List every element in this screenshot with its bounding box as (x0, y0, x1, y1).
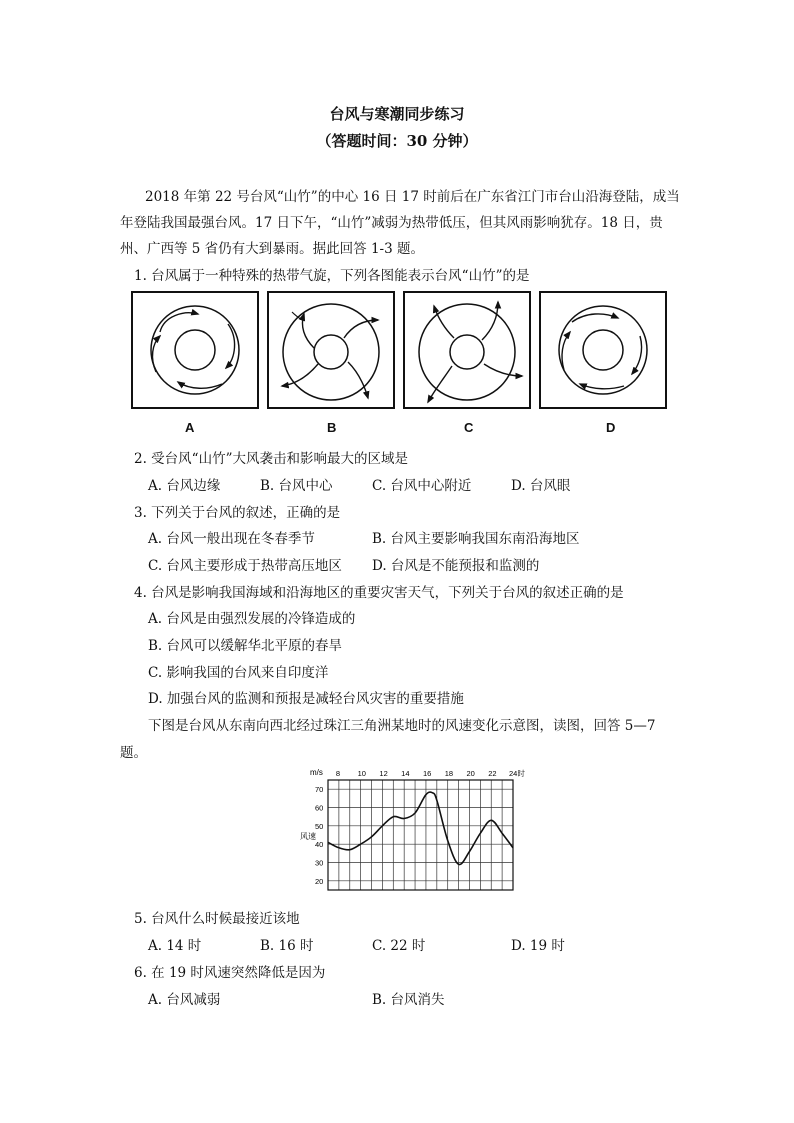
diagram-b (268, 292, 394, 408)
q2-option-a[interactable]: A. 台风边缘 (148, 478, 221, 494)
chart-frame (328, 780, 513, 890)
y-tick-label: 50 (315, 821, 324, 831)
x-tick-label: 12 (379, 769, 388, 778)
x-tick-label: 14 (401, 769, 410, 778)
q5-stem: 5. 台风什么时候最接近该地 (134, 911, 300, 927)
q4-option-d[interactable]: D. 加强台风的监测和预报是减轻台风灾害的重要措施 (148, 691, 464, 707)
diagram-c (404, 292, 530, 408)
diagram-d (540, 292, 666, 408)
q5-option-d[interactable]: D. 19 时 (511, 938, 565, 954)
y-tick-label: 30 (315, 858, 324, 868)
chart-grid (328, 780, 513, 890)
diagram-label-b: B (327, 420, 337, 435)
intro-line-2: 年登陆我国最强台风。17 日下午，“山竹”减弱为热带低压，但其风雨影响犹存。18 日，贵 (120, 215, 663, 231)
y-tick-label: 60 (315, 803, 324, 813)
chart-unit-label: m/s (310, 768, 323, 777)
q5-option-b[interactable]: B. 16 时 (260, 938, 314, 954)
q2-stem: 2. 受台风“山竹”大风袭击和影响最大的区域是 (134, 451, 408, 467)
q3-stem: 3. 下列关于台风的叙述，正确的是 (134, 505, 341, 521)
y-tick-label: 40 (315, 840, 324, 850)
page-subtitle: （答题时间：30 分钟） (316, 132, 478, 150)
q2-option-c[interactable]: C. 台风中心附近 (372, 478, 472, 494)
q6-stem: 6. 在 19 时风速突然降低是因为 (134, 965, 326, 981)
q4-option-c[interactable]: C. 影响我国的台风来自印度洋 (148, 665, 329, 681)
chart-y-axis-label: 风速 (300, 832, 316, 841)
q6-option-b[interactable]: B. 台风消失 (372, 992, 445, 1008)
x-tick-label: 16 (422, 769, 432, 778)
chart-series-line (328, 792, 513, 864)
diagram-a (132, 292, 258, 408)
page-title: 台风与寒潮同步练习 (329, 105, 465, 123)
x-tick-label: 8 (335, 769, 341, 778)
q6-option-a[interactable]: A. 台风减弱 (148, 992, 221, 1008)
q3-option-a[interactable]: A. 台风一般出现在冬春季节 (148, 531, 315, 547)
y-tick-label: 70 (315, 785, 324, 795)
q4-stem: 4. 台风是影响我国海域和沿海地区的重要灾害天气，下列关于台风的叙述正确的是 (134, 585, 624, 601)
diagram-label-c: C (464, 420, 474, 435)
q4-option-b[interactable]: B. 台风可以缓解华北平原的春旱 (148, 638, 343, 654)
q3-option-d[interactable]: D. 台风是不能预报和监测的 (372, 558, 540, 574)
q3-option-c[interactable]: C. 台风主要形成于热带高压地区 (148, 558, 342, 574)
q5-option-c[interactable]: C. 22 时 (372, 938, 426, 954)
x-tick-label: 20 (466, 769, 475, 778)
q4-option-a[interactable]: A. 台风是由强烈发展的冷锋造成的 (148, 611, 356, 627)
diagram-label-a: A (185, 420, 195, 435)
q2-option-b[interactable]: B. 台风中心 (260, 478, 333, 494)
intro-line-1: 2018 年第 22 号台风“山竹”的中心 16 日 17 时前后在广东省江门市台山沿海登陆，成当 (145, 189, 680, 205)
intro-line-3: 州、广西等 5 省仍有大到暴雨。据此回答 1-3 题。 (120, 241, 424, 257)
q1-stem: 1. 台风属于一种特殊的热带气旋，下列各图能表示台风“山竹”的是 (134, 268, 530, 284)
x-tick-label: 22 (488, 769, 497, 778)
passage2-line-1: 下图是台风从东南向西北经过珠江三角洲某地时的风速变化示意图，读图，回答 5—7 (148, 718, 656, 734)
typhoon-diagrams (126, 286, 674, 438)
q3-option-b[interactable]: B. 台风主要影响我国东南沿海地区 (372, 531, 580, 547)
x-tick-label: 10 (357, 769, 366, 778)
x-tick-label: 18 (444, 769, 454, 778)
wind-speed-chart (280, 766, 525, 896)
y-tick-label: 20 (315, 876, 324, 886)
passage2-line-2: 题。 (120, 745, 147, 761)
diagram-label-d: D (606, 420, 616, 435)
x-tick-label: 24时 (509, 769, 525, 778)
q2-option-d[interactable]: D. 台风眼 (511, 478, 571, 494)
q5-option-a[interactable]: A. 14 时 (148, 938, 202, 954)
